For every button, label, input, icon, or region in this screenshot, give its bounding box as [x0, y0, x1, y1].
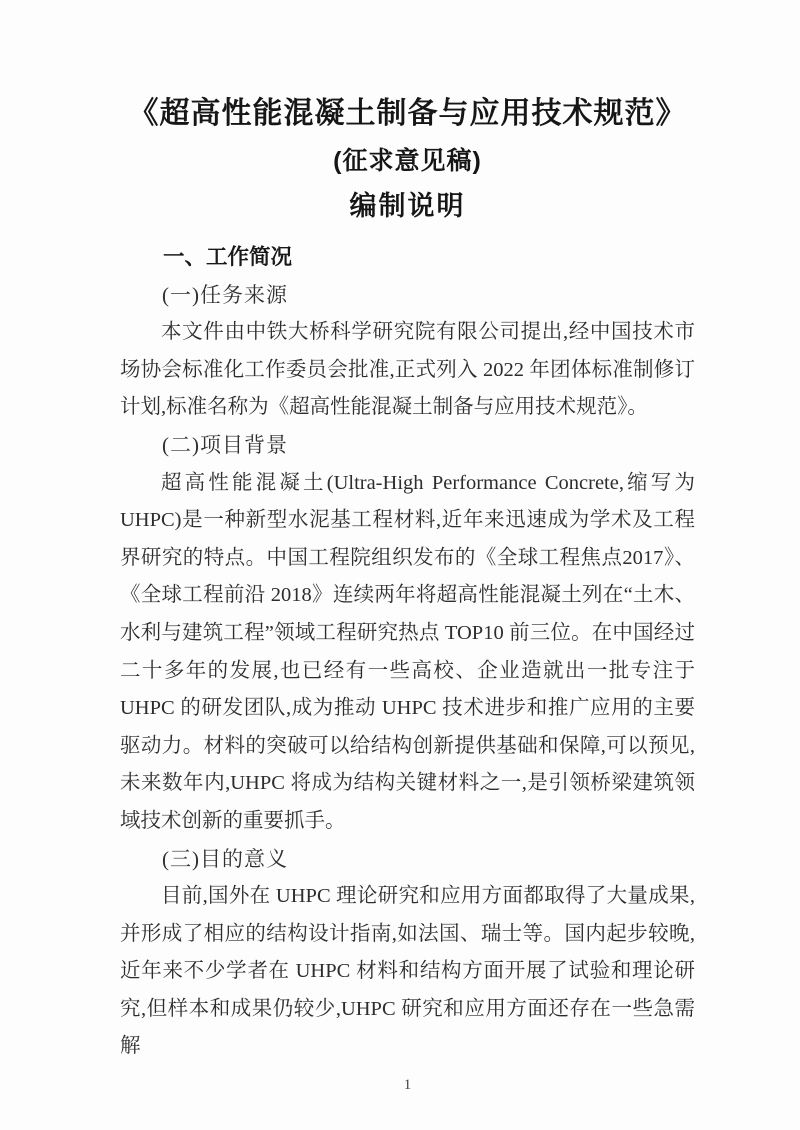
document-title-block: [120, 90, 695, 229]
page-number: 1: [403, 1077, 412, 1094]
section-heading: 一、工作简况: [163, 245, 293, 269]
subsection-heading: (一)任务来源: [162, 282, 288, 307]
subsection-heading: (二)项目背景: [162, 432, 288, 457]
document-subtitle-compilation-notes: 编制说明: [349, 191, 466, 221]
subsection-heading: (三)目的意义: [162, 846, 288, 871]
document-title: 《超高性能混凝土制备与应用技术规范》: [128, 97, 687, 130]
paragraph: 超高性能混凝土(Ultra-High Performance Concrete,缩写为 UHPC)是一种新型水泥基工程材料,近年来迅速成为学术及工程界研究的特点。中国工程院组织发布的《全球工程焦点2017》、《全球工程前沿 2018》连续两年将超高性能混凝土列在“土木、水利与建筑工程”领域工程研究热点 TOP10 前三位。在中国经过二十多年的发展,也已经有一些高校、企业造就出一批专注于 UHPC 的研发团队,成为推动 UHPC 技术进步和推广应用的主要驱动力。材料的突破可以给结构创新提供基础和保障,可以预见,未来数年内,UHPC 将成为结构关键材料之一,是引领桥梁建筑领域技术创新的重要抓手。: [120, 471, 695, 832]
paragraph: 本文件由中铁大桥科学研究院有限公司提出,经中国技术市场协会标准化工作委员会批准,正式列入 2022 年团体标准制修订计划,标准名称为《超高性能混凝土制备与应用技术规范》。: [120, 321, 695, 419]
paragraph: 目前,国外在 UHPC 理论研究和应用方面都取得了大量成果,并形成了相应的结构设计指南,如法国、瑞士等。国内起步较晚,近年来不少学者在 UHPC 材料和结构方面开展了试验和理论研究,但样本和成果仍较少,UHPC 研究和应用方面还存在一些急需解: [120, 885, 695, 1058]
document-body: [120, 239, 695, 1066]
document-subtitle-draft-status: (征求意见稿): [333, 147, 482, 175]
